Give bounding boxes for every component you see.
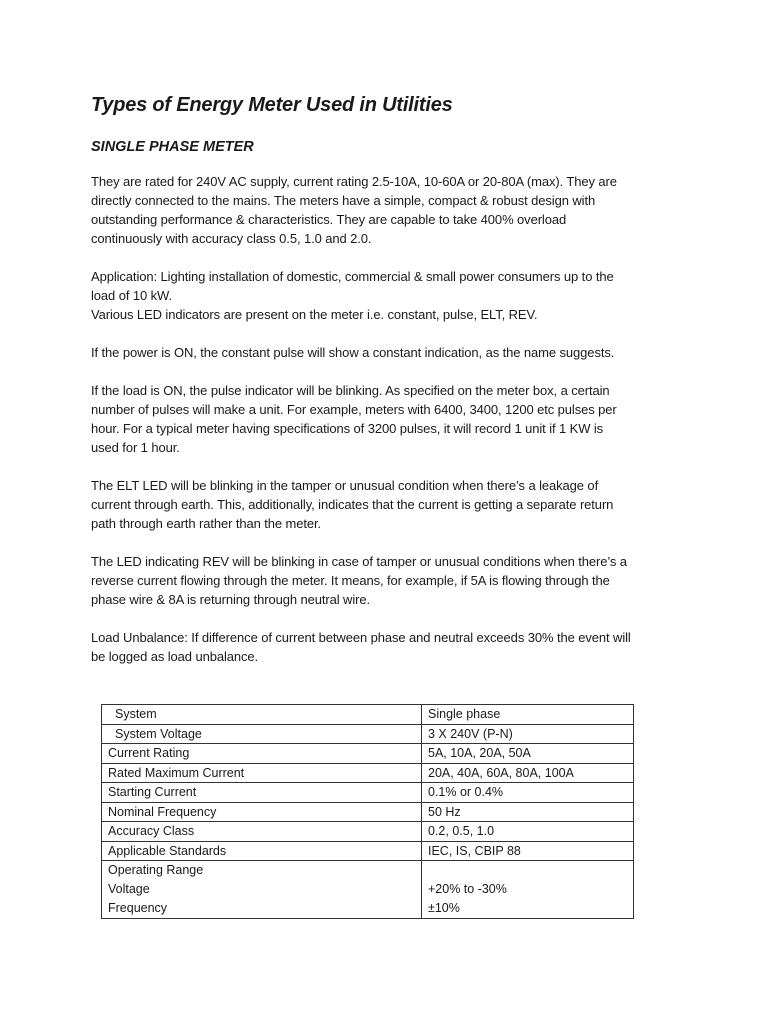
text-line: Application: Lighting installation of domestic, commercial & small power consumers up to the	[91, 269, 614, 284]
table-cell-value	[422, 861, 634, 919]
specifications-table	[101, 704, 634, 919]
table-cell-label: Applicable Standards	[102, 841, 422, 861]
table-cell-value: 3 X 240V (P-N)	[422, 724, 634, 744]
table-cell-label: Rated Maximum Current	[102, 763, 422, 783]
text-line: Various LED indicators are present on the meter i.e. constant, pulse, ELT, REV.	[91, 307, 538, 322]
paragraph-application	[91, 267, 691, 324]
table-cell-label: System	[102, 705, 422, 725]
text-line: path through earth rather than the meter.	[91, 516, 322, 531]
document-page	[91, 94, 691, 685]
paragraph-pulse	[91, 381, 691, 457]
text-line: directly connected to the mains. The meters have a simple, compact & robust design with	[91, 193, 596, 208]
table-cell-value: 5A, 10A, 20A, 50A	[422, 744, 634, 764]
table-cell-value: 0.1% or 0.4%	[422, 783, 634, 803]
document-title: Types of Energy Meter Used in Utilities	[91, 94, 453, 116]
text-line: phase wire & 8A is returning through neutral wire.	[91, 592, 370, 607]
table-row-operating-range	[102, 861, 634, 919]
frequency-value: ±10%	[428, 901, 460, 915]
table-cell-label: Starting Current	[102, 783, 422, 803]
paragraph-power-on	[91, 343, 691, 362]
text-line: number of pulses will make a unit. For example, meters with 6400, 3400, 1200 etc pulses per	[91, 402, 617, 417]
text-line: used for 1 hour.	[91, 440, 180, 455]
text-line: hour. For a typical meter having specifications of 3200 pulses, it will record 1 unit if 1 KW is	[91, 421, 604, 436]
text-line: be logged as load unbalance.	[91, 649, 259, 664]
section-heading: SINGLE PHASE METER	[91, 139, 254, 155]
table-cell-value: 20A, 40A, 60A, 80A, 100A	[422, 763, 634, 783]
voltage-label: Voltage	[108, 882, 150, 896]
table-row	[102, 744, 634, 764]
text-line: load of 10 kW.	[91, 288, 172, 303]
table-cell-label: Current Rating	[102, 744, 422, 764]
operating-range-label: Operating Range	[108, 863, 204, 877]
table-row	[102, 802, 634, 822]
table-cell-value: Single phase	[422, 705, 634, 725]
table-row	[102, 763, 634, 783]
text-line: Load Unbalance: If difference of current between phase and neutral exceeds 30% the event will	[91, 630, 631, 645]
table-cell-value: 50 Hz	[422, 802, 634, 822]
text-line: The ELT LED will be blinking in the tamper or unusual condition when there’s a leakage of	[91, 478, 599, 493]
table-row	[102, 822, 634, 842]
table-cell-value: IEC, IS, CBIP 88	[422, 841, 634, 861]
text-line: current through earth. This, additionally, indicates that the current is getting a separate return	[91, 497, 614, 512]
text-line: outstanding performance & characteristics. They are capable to take 400% overload	[91, 212, 567, 227]
table-cell-label: System Voltage	[102, 724, 422, 744]
paragraph-elt	[91, 476, 691, 533]
table-row	[102, 724, 634, 744]
table-row	[102, 705, 634, 725]
paragraph-load-unbalance	[91, 628, 691, 666]
voltage-value: +20% to -30%	[428, 882, 507, 896]
text-line: reverse current flowing through the meter. It means, for example, if 5A is flowing through the	[91, 573, 610, 588]
table-cell-label: Nominal Frequency	[102, 802, 422, 822]
text-line: If the load is ON, the pulse indicator will be blinking. As specified on the meter box, a certain	[91, 383, 610, 398]
table-cell-label: Accuracy Class	[102, 822, 422, 842]
table-row	[102, 783, 634, 803]
paragraph-rev	[91, 552, 691, 609]
text-line: continuously with accuracy class 0.5, 1.0 and 2.0.	[91, 231, 372, 246]
table-cell-label	[102, 861, 422, 919]
table-cell-value: 0.2, 0.5, 1.0	[422, 822, 634, 842]
frequency-label: Frequency	[108, 901, 168, 915]
table-row	[102, 841, 634, 861]
text-line: The LED indicating REV will be blinking in case of tamper or unusual conditions when there’s a	[91, 554, 627, 569]
text-line: They are rated for 240V AC supply, current rating 2.5-10A, 10-60A or 20-80A (max). They are	[91, 174, 617, 189]
paragraph-ratings	[91, 172, 691, 248]
text-line: If the power is ON, the constant pulse will show a constant indication, as the name suggests.	[91, 345, 615, 360]
